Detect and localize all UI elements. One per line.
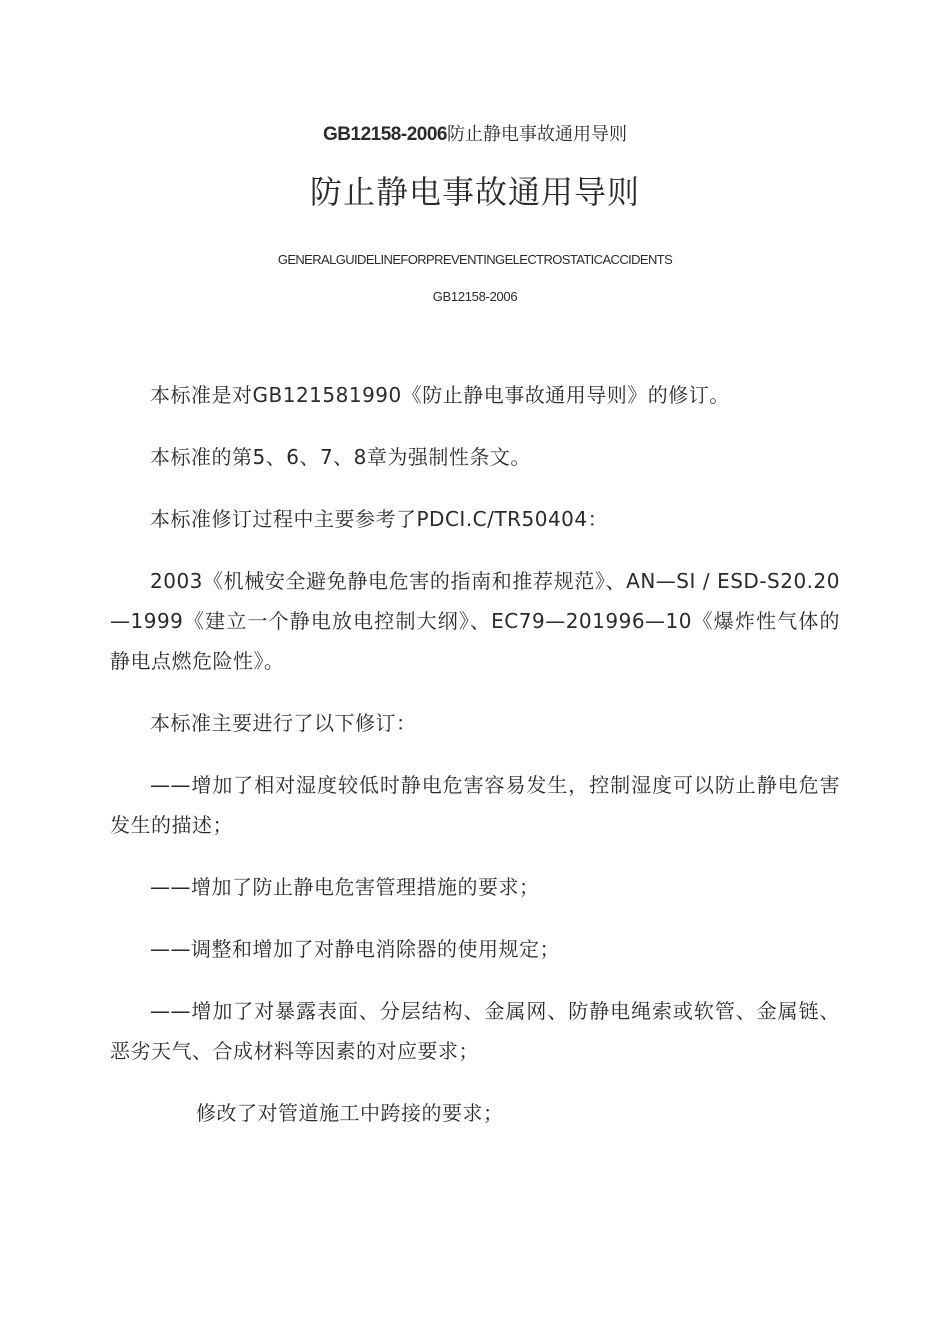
paragraph: 修改了对管道施工中跨接的要求；: [196, 1101, 504, 1125]
header-title: 防止静电事故通用导则: [446, 124, 627, 145]
paragraph: 本标准的第5、6、7、8章为强制性条文。: [150, 445, 531, 469]
running-header: [0, 121, 950, 148]
english-title: GENERALGUIDELINEFORPREVENTINGELECTROSTATICACCIDENTS: [277, 252, 673, 267]
paragraph: ——增加了防止静电危害管理措施的要求；: [150, 875, 540, 899]
document-body: [110, 375, 840, 1155]
paragraph: ——增加了对暴露表面、分层结构、金属网、防静电绳索或软管、金属链、恶劣天气、合成材料等因素的对应要求；: [110, 999, 840, 1063]
paragraph: 本标准是对GB121581990《防止静电事故通用导则》的修订。: [150, 383, 730, 407]
standard-number: GB12158-2006: [432, 289, 518, 304]
paragraph: ——调整和增加了对静电消除器的使用规定；: [150, 937, 560, 961]
paragraph: 本标准主要进行了以下修订：: [150, 711, 417, 735]
document-title: 防止静电事故通用导则: [309, 173, 640, 211]
paragraph: ——增加了相对湿度较低时静电危害容易发生，控制湿度可以防止静电危害发生的描述；: [110, 773, 840, 837]
header-standard-code: GB12158-2006: [323, 124, 447, 145]
paragraph: 2003《机械安全避免静电危害的指南和推荐规范》、AN—SI / ESD-S20.20—1999《建立一个静电放电控制大纲》、EC79—201996—10《爆炸性气体的静电点燃危险性》。: [110, 569, 840, 673]
paragraph: 本标准修订过程中主要参考了PDCI.C/TR50404：: [150, 507, 609, 531]
